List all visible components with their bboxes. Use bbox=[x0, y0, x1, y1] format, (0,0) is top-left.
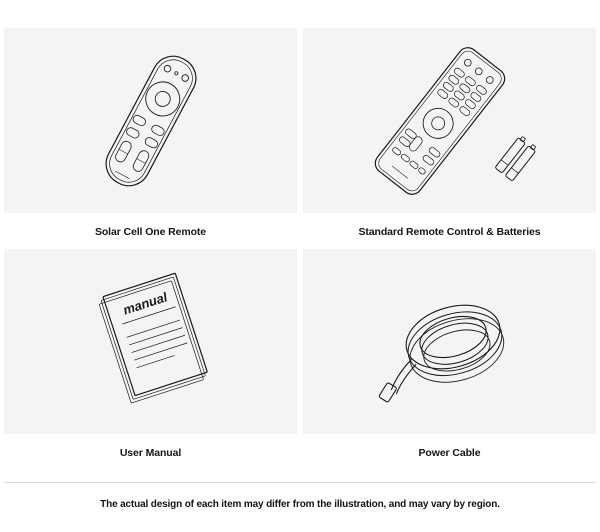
manual-cover-label: manual bbox=[120, 289, 169, 318]
item-caption: Solar Cell One Remote bbox=[94, 226, 207, 238]
footnote-section bbox=[4, 482, 596, 510]
items-grid bbox=[0, 28, 600, 459]
item-caption: User Manual bbox=[119, 446, 182, 459]
power-cable-art bbox=[303, 249, 596, 434]
footnote-text: The actual design of each item may differ from the illustration, and may vary by region. bbox=[100, 499, 500, 510]
standard-remote-batteries-illustration bbox=[345, 36, 555, 206]
item-cell-solar-remote bbox=[4, 28, 297, 239]
power-cable-illustration bbox=[350, 256, 550, 426]
solar-remote-illustration bbox=[51, 36, 251, 206]
item-caption: Power Cable bbox=[418, 446, 481, 459]
batteries-illustration bbox=[494, 134, 537, 180]
standard-remote-art bbox=[303, 28, 596, 213]
user-manual-art bbox=[4, 249, 297, 434]
item-caption: Standard Remote Control & Batteries bbox=[358, 226, 541, 238]
item-cell-standard-remote bbox=[303, 28, 596, 239]
item-cell-power-cable bbox=[303, 249, 596, 460]
user-manual-illustration bbox=[51, 256, 251, 426]
item-cell-user-manual bbox=[4, 249, 297, 460]
solar-remote-art bbox=[4, 28, 297, 213]
